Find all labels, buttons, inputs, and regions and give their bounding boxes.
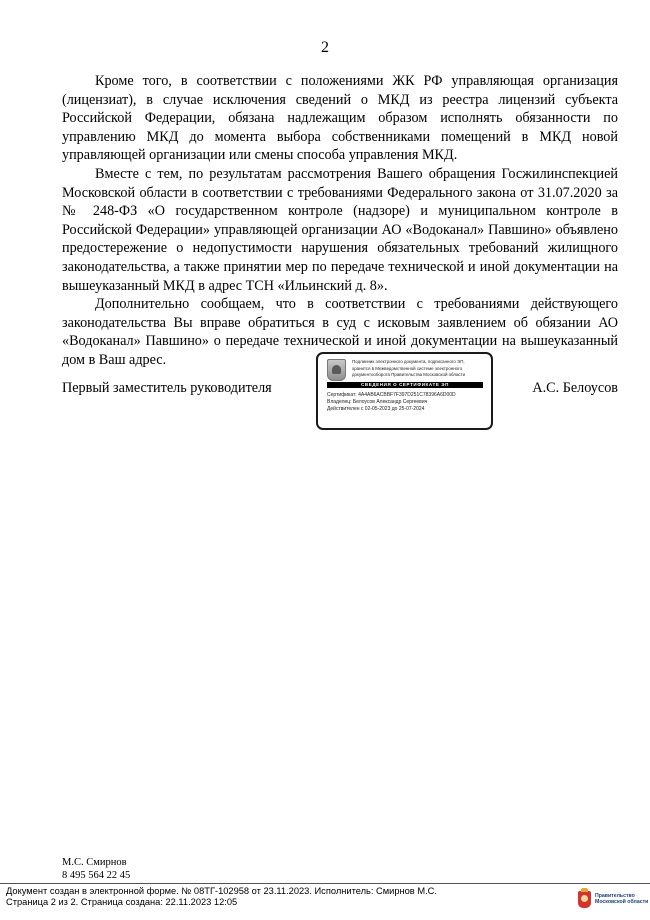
footer-divider xyxy=(0,883,650,884)
certificate-info-bar: СВЕДЕНИЯ О СЕРТИФИКАТЕ ЭП xyxy=(327,382,483,388)
coat-of-arms-icon xyxy=(327,359,346,381)
paragraph-license-obligation: Кроме того, в соответствии с положениями ЖК РФ управляющая организация (лицензиат), в случае исключения сведений о МКД из реестра лицензий субъекта Российской Федерации, обязана надлежащим образом исполнять обязанности по управлению МКД до момента выбора собственниками помещений в МКД новой управляющей организации или смены способа управления МКД. xyxy=(62,73,618,164)
footer-document-number: Документ создан в электронной форме. № 08ТГ-102958 от 23.11.2023. Исполнитель: Смирнов М.С. xyxy=(6,886,437,896)
letter-body xyxy=(62,72,618,370)
signatory-title: Первый заместитель руководителя xyxy=(62,380,272,396)
logo-text xyxy=(595,893,648,906)
paragraph-warning-issued: Вместе с тем, по результатам рассмотрения Вашего обращения Госжилинспекцией Московской области в соответствии с требованиями Федерального закона от 31.07.2020 за № 248-ФЗ «О государственном контроле (надзоре) и муниципальном контроле в Российской Федерации» управляющей организации АО «Водоканал» Павшино» объявлено предостережение о недопустимости нарушения обязательных требований жилищного законодательства, а также принятии мер по передаче технической и иной документации на вышеуказанный МКД в адрес ТСН «Ильинский д. 8». xyxy=(62,165,618,294)
electronic-signature-stamp xyxy=(316,352,493,430)
logo-line: Московской области xyxy=(595,899,649,906)
signatory-name: А.С. Белоусов xyxy=(532,380,618,396)
certificate-details xyxy=(327,392,456,414)
footer-document-info xyxy=(6,886,437,907)
moscow-region-emblem-icon xyxy=(578,891,591,908)
footer-page-info: Страница 2 из 2. Страница создана: 22.11.2023 12:05 xyxy=(6,896,238,907)
paragraph-court-right: Дополнительно сообщаем, что в соответствии с требованиями действующего законодательства Вы вправе обратиться в суд с исковым заявлением об обязании АО «Водоканал» Павшино» о передаче технической и иной документации на вышеуказанный дом в Ваш адрес. xyxy=(62,296,618,368)
stamp-header-line: хранится в Межведомственной системе электронного xyxy=(352,365,463,371)
stamp-header-line: Подлинник электронного документа, подписанного ЭП, xyxy=(352,359,465,364)
certificate-owner: Владелец: Белоусов Александр Сергеевич xyxy=(327,399,428,406)
executor-name: М.С. Смирнов xyxy=(62,857,127,868)
logo-line: Правительство xyxy=(595,893,635,899)
certificate-validity: Действителен с 02-05-2023 до 25-07-2024 xyxy=(327,406,425,413)
stamp-header-line: документооборота Правительства Московской области xyxy=(352,372,466,378)
page-number: 2 xyxy=(321,39,329,56)
government-logo xyxy=(578,891,648,915)
certificate-number: Сертификат: 4A4AB6ACBBF7F397D251C78396A6D00D xyxy=(327,392,456,398)
executor-phone: 8 495 564 22 45 xyxy=(62,870,131,881)
stamp-header xyxy=(352,359,488,379)
executor-contact xyxy=(62,856,130,882)
